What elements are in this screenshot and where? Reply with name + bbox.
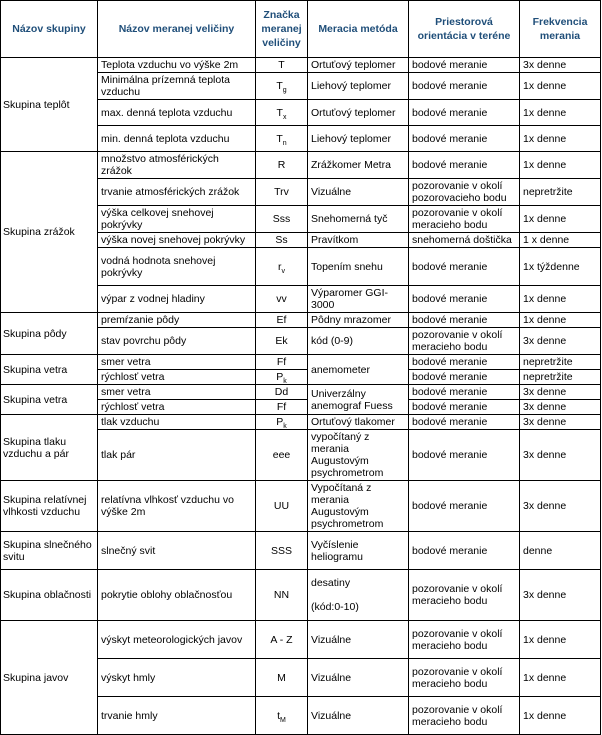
frequency-cell: 1x denne — [520, 659, 601, 697]
method-cell: Vizuálne — [308, 659, 409, 697]
method-cell: Ortuťový tlakomer — [308, 415, 409, 430]
method-cell: vypočítaný z merania Augustovým psychrometrom — [308, 430, 409, 481]
symbol-cell: Ss — [256, 233, 308, 248]
frequency-cell: 1 x denne — [520, 233, 601, 248]
group-cell: Skupina vetra — [1, 355, 98, 385]
table-row — [1, 481, 601, 532]
method-cell: Vizuálne — [308, 697, 409, 735]
name-cell: vodná hodnota snehovej pokrývky — [98, 248, 256, 286]
frequency-cell: 1x denne — [520, 313, 601, 328]
name-cell: výpar z vodnej hladiny — [98, 286, 256, 313]
orientation-cell: bodové meranie — [409, 481, 520, 532]
symbol-cell: $P_k$ — [256, 415, 308, 430]
symbol-cell: SSS — [256, 532, 308, 570]
orientation-cell: bodové meranie — [409, 532, 520, 570]
frequency-cell: 3x denne — [520, 400, 601, 415]
header-name: Názov meranej veličiny — [98, 1, 256, 58]
header-group: Názov skupiny — [1, 1, 98, 58]
symbol-cell: vv — [256, 286, 308, 313]
symbol-cell: Trv — [256, 179, 308, 206]
symbol-cell: Dd — [256, 385, 308, 400]
method-cell — [308, 570, 409, 621]
frequency-cell: 1x denne — [520, 697, 601, 735]
frequency-cell: 3x denne — [520, 430, 601, 481]
symbol-cell: Ff — [256, 355, 308, 370]
name-cell: tlak pár — [98, 430, 256, 481]
symbol-cell: Ff — [256, 400, 308, 415]
name-cell: slnečný svit — [98, 532, 256, 570]
name-cell: rýchlosť vetra — [98, 370, 256, 385]
table-row — [1, 415, 601, 430]
orientation-cell: bodové meranie — [409, 152, 520, 179]
orientation-cell: bodové meranie — [409, 126, 520, 152]
group-cell: Skupina vetra — [1, 385, 98, 415]
group-cell: Skupina teplôt — [1, 58, 98, 152]
frequency-cell: 1x denne — [520, 206, 601, 233]
symbol-cell: UU — [256, 481, 308, 532]
orientation-cell: pozorovanie v okolí pozorovacieho bodu — [409, 179, 520, 206]
table-row — [1, 152, 601, 179]
orientation-cell: bodové meranie — [409, 400, 520, 415]
table-row — [1, 621, 601, 659]
header-orientation: Priestorová orientácia v teréne — [409, 1, 520, 58]
group-cell: Skupina slnečného svitu — [1, 532, 98, 570]
header-row — [1, 1, 601, 58]
name-cell: Minimálna prízemná teplota vzduchu — [98, 73, 256, 100]
frequency-cell: denne — [520, 532, 601, 570]
table-row — [1, 355, 601, 370]
orientation-cell: bodové meranie — [409, 58, 520, 73]
frequency-cell: 3x denne — [520, 328, 601, 355]
symbol-cell: $t_M$ — [256, 697, 308, 735]
orientation-cell: pozorovanie v okolí meracieho bodu — [409, 570, 520, 621]
frequency-cell: 1x denne — [520, 100, 601, 126]
name-cell: smer vetra — [98, 385, 256, 400]
symbol-cell: A - Z — [256, 621, 308, 659]
symbol-cell: Ef — [256, 313, 308, 328]
orientation-cell: bodové meranie — [409, 355, 520, 370]
method-cell: Výparomer GGI-3000 — [308, 286, 409, 313]
method-cell: kód (0-9) — [308, 328, 409, 355]
frequency-cell: 1x denne — [520, 286, 601, 313]
method-code: (kód:0-10) — [311, 601, 359, 613]
group-cell: Skupina relatívnej vlhkosti vzduchu — [1, 481, 98, 532]
orientation-cell: bodové meranie — [409, 313, 520, 328]
symbol-cell: R — [256, 152, 308, 179]
symbol-cell: Sss — [256, 206, 308, 233]
method-cell: Pôdny mrazomer — [308, 313, 409, 328]
frequency-cell: 1x denne — [520, 73, 601, 100]
orientation-cell: bodové meranie — [409, 286, 520, 313]
orientation-cell: bodové meranie — [409, 385, 520, 400]
method-cell: Snehomerná tyč — [308, 206, 409, 233]
method-cell: Pravítkom — [308, 233, 409, 248]
frequency-cell: 3x denne — [520, 481, 601, 532]
frequency-cell: 3x denne — [520, 385, 601, 400]
orientation-cell: bodové meranie — [409, 430, 520, 481]
orientation-cell: bodové meranie — [409, 415, 520, 430]
header-frequency: Frekvencia merania — [520, 1, 601, 58]
method-cell: Vyčíslenie heliogramu — [308, 532, 409, 570]
frequency-cell: nepretržite — [520, 355, 601, 370]
group-cell: Skupina javov — [1, 621, 98, 735]
frequency-cell: 1x týždenne — [520, 248, 601, 286]
symbol-cell: M — [256, 659, 308, 697]
orientation-cell: pozorovanie v okolí meracieho bodu — [409, 621, 520, 659]
method-cell: anemometer — [308, 355, 409, 385]
group-cell: Skupina pôdy — [1, 313, 98, 355]
frequency-cell: 3x denne — [520, 570, 601, 621]
method-cell: Vypočítaná z merania Augustovým psychrometrom — [308, 481, 409, 532]
name-cell: tlak vzduchu — [98, 415, 256, 430]
group-cell: Skupina tlaku vzduchu a pár — [1, 415, 98, 481]
method-cell: Liehový teplomer — [308, 73, 409, 100]
method-cell: Zrážkomer Metra — [308, 152, 409, 179]
orientation-cell: pozorovanie v okolí meracieho bodu — [409, 697, 520, 735]
frequency-cell: nepretržite — [520, 179, 601, 206]
frequency-cell: nepretržite — [520, 370, 601, 385]
symbol-cell: eee — [256, 430, 308, 481]
method-text: desatiny — [311, 577, 351, 589]
name-cell: výška novej snehovej pokrývky — [98, 233, 256, 248]
method-cell: Vizuálne — [308, 621, 409, 659]
symbol-cell: $P_k$ — [256, 370, 308, 385]
method-cell: Ortuťový teplomer — [308, 100, 409, 126]
method-cell: Liehový teplomer — [308, 126, 409, 152]
table-row — [1, 570, 601, 621]
group-cell: Skupina oblačnosti — [1, 570, 98, 621]
name-cell: množstvo atmosférických zrážok — [98, 152, 256, 179]
name-cell: stav povrchu pôdy — [98, 328, 256, 355]
orientation-cell: bodové meranie — [409, 370, 520, 385]
frequency-cell: 3x denne — [520, 58, 601, 73]
name-cell: Teplota vzduchu vo výške 2m — [98, 58, 256, 73]
header-method: Meracia metóda — [308, 1, 409, 58]
name-cell: trvanie hmly — [98, 697, 256, 735]
frequency-cell: 1x denne — [520, 152, 601, 179]
orientation-cell: pozorovanie v okolí meracieho bodu — [409, 328, 520, 355]
name-cell: výška celkovej snehovej pokrývky — [98, 206, 256, 233]
name-cell: rýchlosť vetra — [98, 400, 256, 415]
frequency-cell: 3x denne — [520, 415, 601, 430]
name-cell: max. denná teplota vzduchu — [98, 100, 256, 126]
name-cell: trvanie atmosférických zrážok — [98, 179, 256, 206]
table-row — [1, 385, 601, 400]
name-cell: pokrytie oblohy oblačnosťou — [98, 570, 256, 621]
method-cell: Topením snehu — [308, 248, 409, 286]
name-cell: min. denná teplota vzduchu — [98, 126, 256, 152]
orientation-cell: pozorovanie v okolí meracieho bodu — [409, 659, 520, 697]
orientation-cell: bodové meranie — [409, 73, 520, 100]
table-row — [1, 58, 601, 73]
name-cell: výskyt hmly — [98, 659, 256, 697]
symbol-cell: $T_n$ — [256, 126, 308, 152]
name-cell: relatívna vlhkosť vzduchu vo výške 2m — [98, 481, 256, 532]
header-symbol: Značka meranej veličiny — [256, 1, 308, 58]
group-cell: Skupina zrážok — [1, 152, 98, 313]
orientation-cell: snehomerná doštička — [409, 233, 520, 248]
table-row — [1, 313, 601, 328]
method-cell: Ortuťový teplomer — [308, 58, 409, 73]
symbol-cell: Ek — [256, 328, 308, 355]
orientation-cell: bodové meranie — [409, 248, 520, 286]
orientation-cell: bodové meranie — [409, 100, 520, 126]
frequency-cell: 1x denne — [520, 126, 601, 152]
orientation-cell: pozorovanie v okolí meracieho bodu — [409, 206, 520, 233]
name-cell: premŕzanie pôdy — [98, 313, 256, 328]
method-cell: Vizuálne — [308, 179, 409, 206]
symbol-cell: T — [256, 58, 308, 73]
symbol-cell: $T_x$ — [256, 100, 308, 126]
method-cell: Univerzálny anemograf Fuess — [308, 385, 409, 415]
name-cell: smer vetra — [98, 355, 256, 370]
symbol-cell: $r_v$ — [256, 248, 308, 286]
table-row — [1, 532, 601, 570]
symbol-cell: $T_g$ — [256, 73, 308, 100]
symbol-cell: NN — [256, 570, 308, 621]
name-cell: výskyt meteorologických javov — [98, 621, 256, 659]
frequency-cell: 1x denne — [520, 621, 601, 659]
